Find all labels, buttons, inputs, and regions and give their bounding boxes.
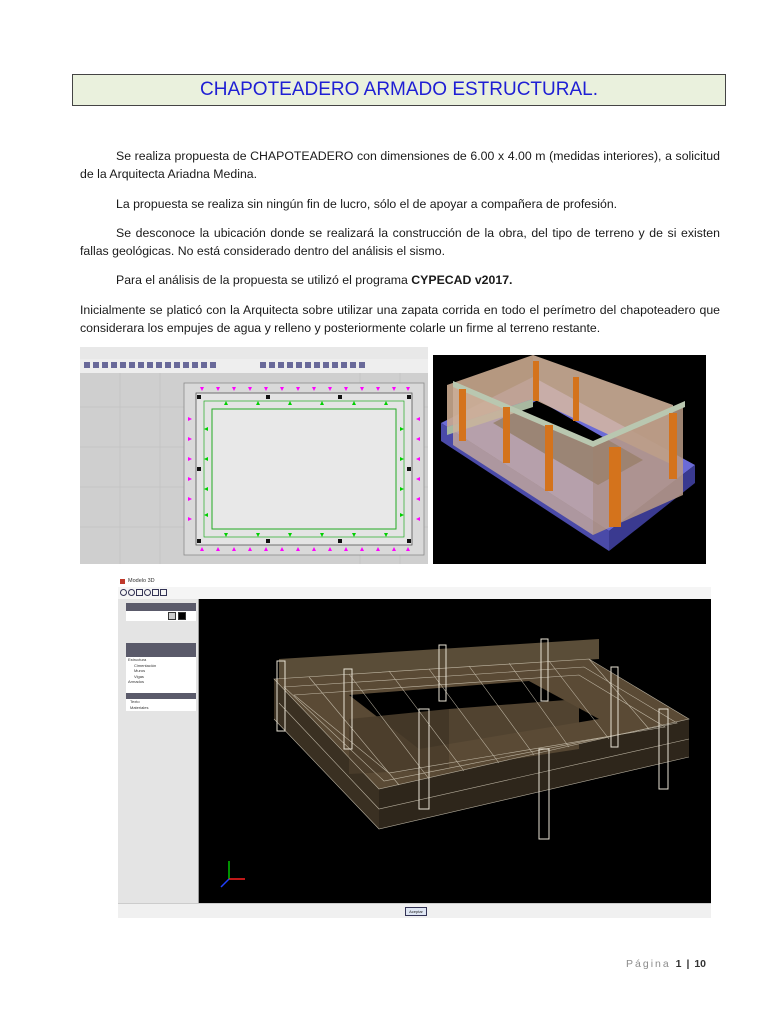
- viewer-toolbar: [118, 587, 711, 599]
- page-label: Página: [626, 958, 671, 970]
- accept-button[interactable]: Aceptar: [405, 907, 427, 916]
- tree-item-reinforcement[interactable]: Armados: [128, 679, 145, 684]
- cypecad-plan-screenshot: [80, 347, 428, 564]
- title-box: [72, 74, 726, 106]
- tree-item-foundation[interactable]: Cimentación: [134, 662, 157, 668]
- cypecad-3d-viewer: [118, 577, 711, 918]
- reinforced-pool-model: [199, 599, 711, 903]
- color-swatch-dark[interactable]: [178, 612, 186, 620]
- viewer-footer: [118, 903, 711, 918]
- panel-swatches: [126, 611, 196, 621]
- list-item-materials[interactable]: Materiales: [130, 704, 149, 710]
- refresh-icon[interactable]: [152, 589, 159, 596]
- zoom-window-icon[interactable]: [136, 589, 143, 596]
- pool-3d-drawing: [433, 355, 706, 564]
- viewer-window-title: Modelo 3D: [128, 578, 155, 584]
- page-number: 1: [675, 958, 682, 970]
- paragraph-3: Se desconoce la ubicación donde se realizará la construcción de la obra, del tipo de terreno y de si existen fallas geológicas. No está considerado dentro del análisis el sismo.: [80, 226, 720, 258]
- list-item-text[interactable]: Texto: [130, 699, 140, 704]
- page-total: 10: [694, 958, 706, 970]
- panel-header-2: [126, 643, 196, 651]
- pool-3d-render: [433, 355, 706, 564]
- paragraph-5: Inicialmente se platicó con la Arquitecta sobre utilizar una zapata corrida en todo el perímetro del chapoteadero que considerara los empujes de agua y relleno y posteriormente colarle un firme al terreno restante.: [80, 303, 720, 335]
- app-icon: [120, 579, 125, 584]
- view-icon[interactable]: [160, 589, 167, 596]
- color-swatch-light[interactable]: [168, 612, 176, 620]
- page-title: CHAPOTEADERO ARMADO ESTRUCTURAL.: [200, 79, 598, 100]
- paragraph-1: Se realiza propuesta de CHAPOTEADERO con dimensiones de 6.00 x 4.00 m (medidas interiores), a solicitud de la Arquitecta Ariadna Medina.: [80, 149, 720, 181]
- zoom-in-icon[interactable]: [120, 589, 127, 596]
- paragraph-2: La propuesta se realiza sin ningún fin de lucro, sólo el de apoyar a compañera de profesión.: [116, 197, 618, 211]
- panel-list: [126, 699, 196, 711]
- zoom-all-icon[interactable]: [144, 589, 151, 596]
- paragraph-4-text: Para el análisis de la propuesta se utilizó el programa: [116, 273, 412, 287]
- program-name: CYPECAD v2017.: [411, 273, 513, 287]
- tree-item-beams[interactable]: Vigas: [134, 673, 144, 679]
- page-footer: [626, 958, 706, 970]
- tree-item-structure[interactable]: Estructura: [128, 657, 147, 662]
- tree-item-walls[interactable]: Muros: [134, 668, 146, 673]
- panel-tree: [126, 657, 196, 693]
- zoom-out-icon[interactable]: [128, 589, 135, 596]
- viewer-side-panel: [118, 599, 199, 903]
- paragraph-4: [80, 272, 720, 290]
- page-separator: |: [686, 958, 690, 970]
- panel-header-1: [126, 603, 196, 611]
- viewer-titlebar: [118, 577, 711, 587]
- viewer-3d-canvas[interactable]: [199, 599, 711, 903]
- cypecad-plan-drawing: [80, 347, 428, 564]
